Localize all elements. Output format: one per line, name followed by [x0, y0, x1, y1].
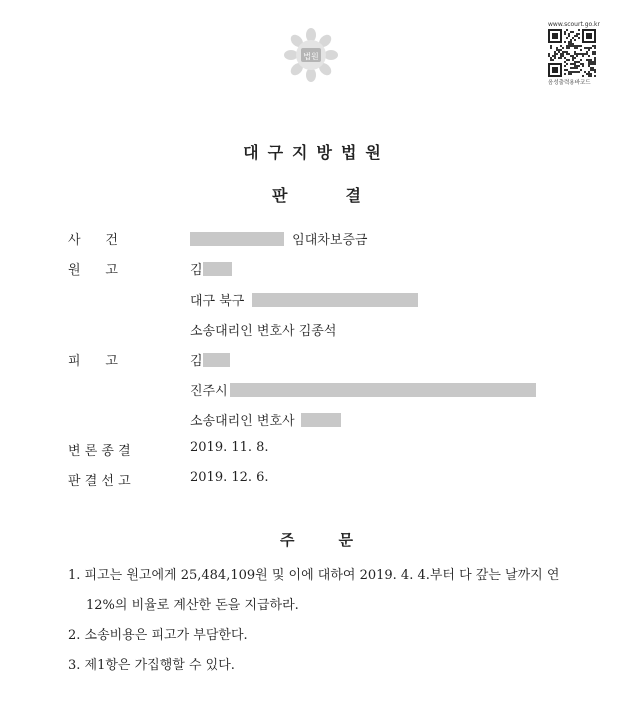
redaction-plaintiff-address: [252, 293, 418, 307]
court-name: 대구지방법원: [243, 143, 390, 162]
defendant-address-row: [190, 380, 536, 399]
plaintiff-address: 대구 북구: [190, 294, 245, 309]
plaintiff-label: 원 고: [68, 263, 118, 278]
order-line-1-continued: 12%의 비율로 계산한 돈을 지급하라.: [86, 598, 299, 613]
case-label: 사 건: [68, 233, 118, 248]
case-value: [190, 229, 368, 248]
qr-url: www.scourt.go.kr: [548, 21, 600, 28]
plaintiff-name: 김: [190, 263, 203, 278]
court-emblem-icon: [282, 26, 340, 84]
defendant-counsel-row: [190, 410, 341, 429]
qr-code-icon: [548, 29, 596, 77]
redaction-case-number: [190, 232, 284, 246]
redaction-defendant-name: [203, 353, 230, 367]
order-line-1: 1. 피고는 원고에게 25,484,109원 및 이에 대하여 2019. 4. 4.부터 다 갚는 날까지 연: [68, 568, 560, 583]
defendant-label: 피 고: [68, 354, 118, 369]
redaction-plaintiff-name: [203, 262, 232, 276]
emblem-text: 법원: [303, 52, 319, 61]
defendant-address: 진주시: [190, 384, 228, 399]
redaction-defendant-counsel: [301, 413, 341, 427]
order-line-2: 2. 소송비용은 피고가 부담한다.: [68, 628, 248, 643]
qr-caption: 음성출력용바코드: [548, 80, 591, 86]
judgment-label: 판 결 선 고: [68, 474, 131, 489]
case-name: 임대차보증금: [292, 233, 368, 248]
document-type: [0, 183, 633, 206]
plaintiff-address-row: [190, 290, 418, 309]
closing-label: 변 론 종 결: [68, 444, 131, 459]
plaintiff-name-row: [190, 259, 232, 278]
orders-title-char-2: 문: [338, 531, 353, 549]
orders-title: [0, 529, 633, 550]
doc-type-char-1: 판: [272, 186, 288, 205]
defendant-counsel: 소송대리인 변호사: [190, 414, 295, 429]
redaction-defendant-address: [230, 383, 536, 397]
defendant-name-row: [190, 350, 230, 369]
closing-date: 2019. 11. 8.: [190, 440, 269, 455]
orders-title-char-1: 주: [280, 531, 295, 549]
plaintiff-counsel: 소송대리인 변호사 김종석: [190, 324, 337, 339]
doc-type-char-2: 결: [345, 186, 361, 205]
defendant-name: 김: [190, 354, 203, 369]
judgment-date: 2019. 12. 6.: [190, 470, 269, 485]
order-line-3: 3. 제1항은 가집행할 수 있다.: [68, 658, 235, 673]
